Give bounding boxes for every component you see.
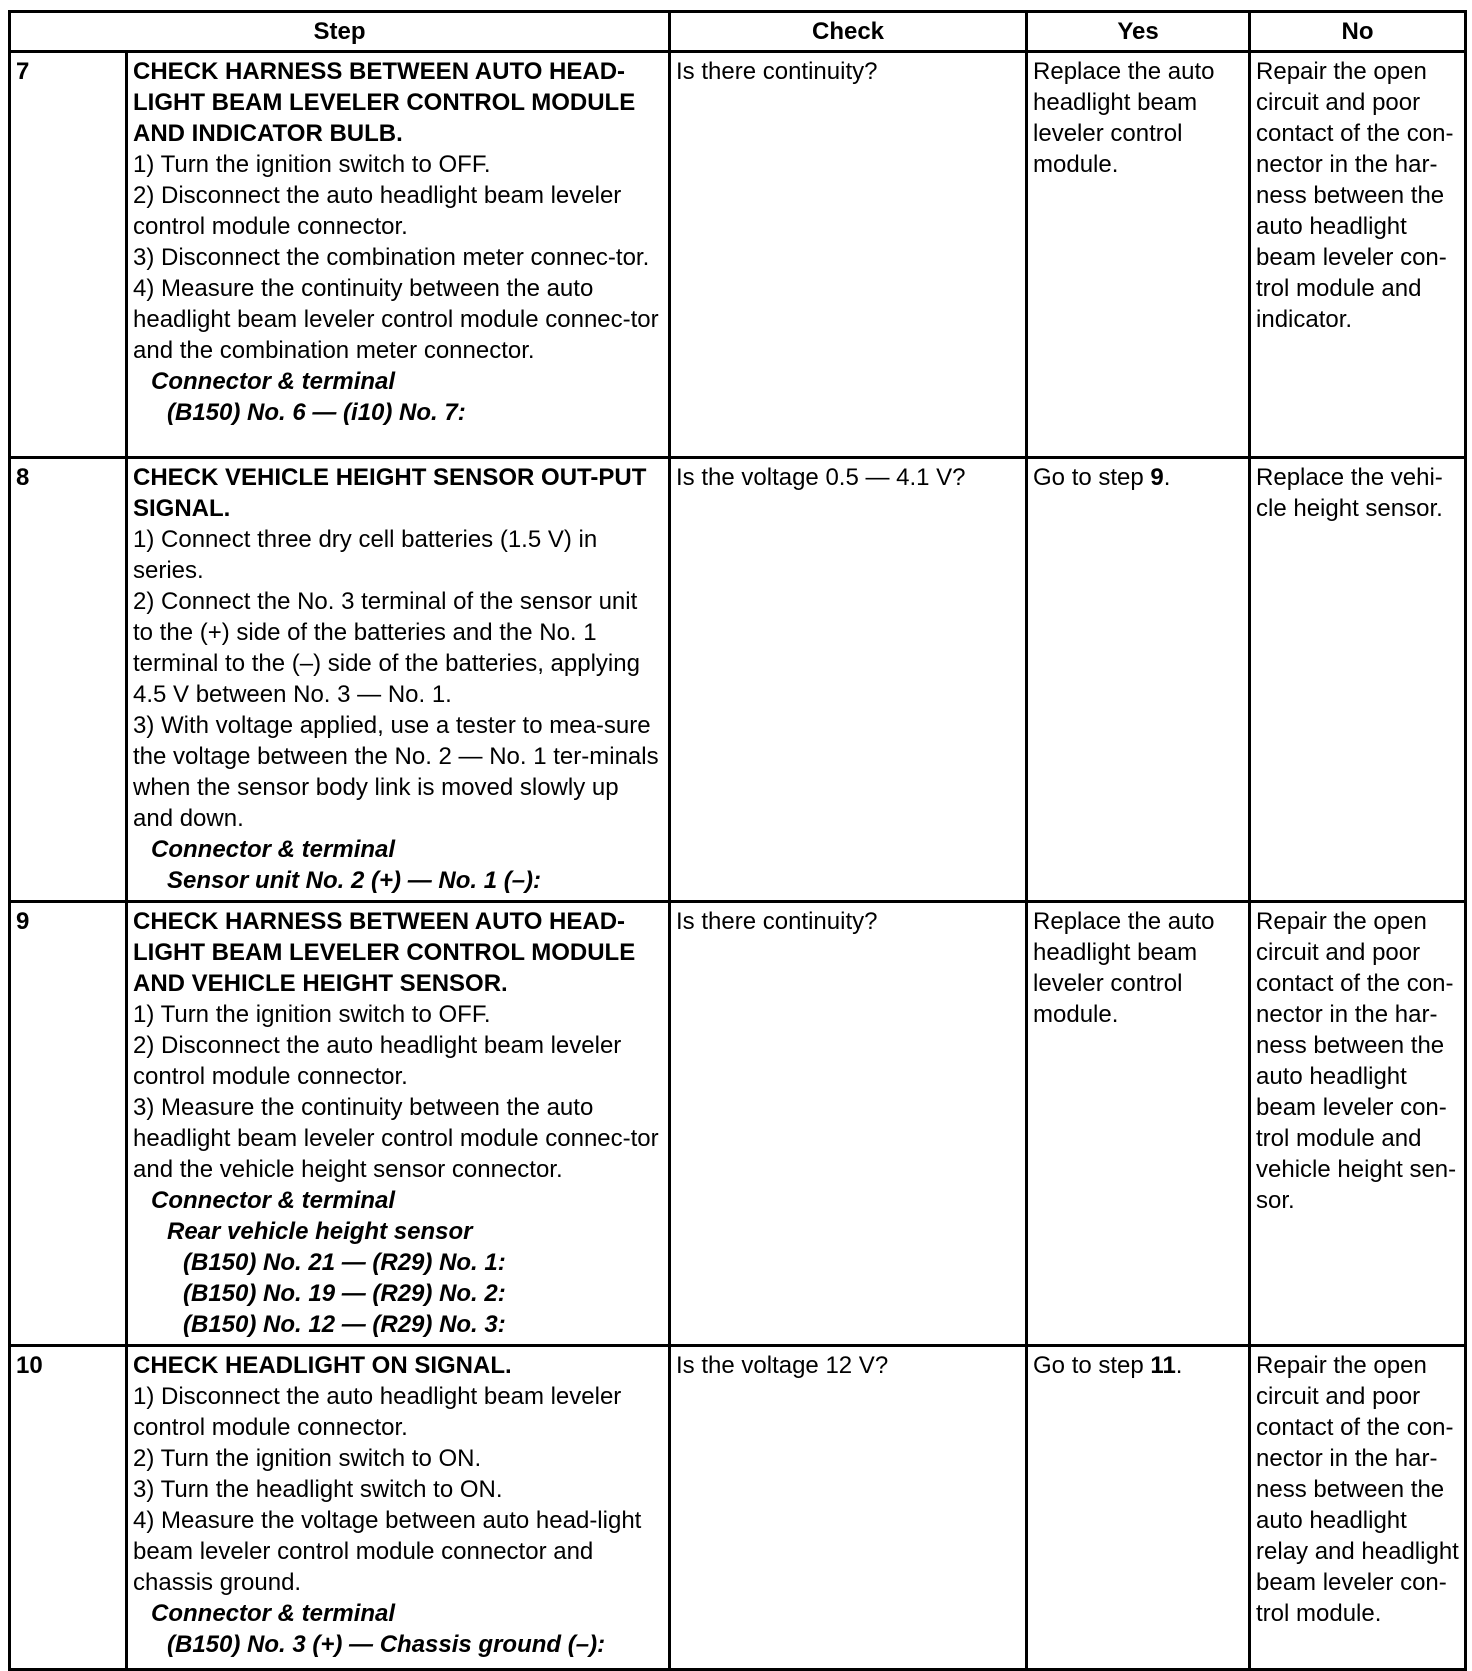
table-row <box>10 52 1466 458</box>
procedure-step: 2) Disconnect the auto headlight beam leveler control module connector. <box>133 182 622 240</box>
connector-heading: Connector & terminal <box>151 1600 396 1627</box>
step-number: 7 <box>10 52 127 458</box>
yes-prefix: Go to step <box>1033 1352 1151 1379</box>
step-description <box>127 458 670 902</box>
header-row <box>10 12 1466 52</box>
check-cell: Is there continuity? <box>670 902 1027 1346</box>
step-reference: 11 <box>1150 1352 1176 1379</box>
step-number: 8 <box>10 458 127 902</box>
procedure-step: 1) Turn the ignition switch to OFF. <box>133 1001 491 1028</box>
step-title: CHECK HEADLIGHT ON SIGNAL. <box>133 1352 512 1379</box>
step-description <box>127 52 670 458</box>
step-number: 10 <box>10 1346 127 1670</box>
step-title: CHECK VEHICLE HEIGHT SENSOR OUT-PUT SIGNAL. <box>133 464 647 522</box>
table-row <box>10 1346 1466 1670</box>
procedure-step: 2) Connect the No. 3 terminal of the sensor unit to the (+) side of the batteries and the No. 1 terminal to the (–) side of the batteries, applying 4.5 V between No. 3 — No. 1. <box>133 588 640 708</box>
check-cell: Is there continuity? <box>670 52 1027 458</box>
connector-line: Sensor unit No. 2 (+) — No. 1 (–): <box>167 867 542 894</box>
procedure-step: 4) Measure the voltage between auto head-light beam leveler control module connector and chassis ground. <box>133 1507 642 1596</box>
yes-cell: Replace the auto headlight beam leveler control module. <box>1027 52 1250 458</box>
yes-cell <box>1027 1346 1250 1670</box>
procedure-step: 3) Turn the headlight switch to ON. <box>133 1476 503 1503</box>
step-description <box>127 1346 670 1670</box>
procedure-step: 2) Disconnect the auto headlight beam leveler control module connector. <box>133 1032 622 1090</box>
yes-suffix: . <box>1163 464 1171 491</box>
yes-cell <box>1027 458 1250 902</box>
connector-line: (B150) No. 3 (+) — Chassis ground (–): <box>167 1631 606 1658</box>
no-cell: Repair the open circuit and poor contact of the con-nector in the har-ness between the auto headlight beam leveler con-trol module and indicator. <box>1250 52 1466 458</box>
check-cell: Is the voltage 0.5 — 4.1 V? <box>670 458 1027 902</box>
step-title: CHECK HARNESS BETWEEN AUTO HEAD-LIGHT BEAM LEVELER CONTROL MODULE AND INDICATOR BULB. <box>133 58 636 147</box>
step-reference: 9 <box>1150 464 1164 491</box>
step-number: 9 <box>10 902 127 1346</box>
procedure-step: 2) Turn the ignition switch to ON. <box>133 1445 482 1472</box>
check-cell: Is the voltage 12 V? <box>670 1346 1027 1670</box>
step-title: CHECK HARNESS BETWEEN AUTO HEAD-LIGHT BEAM LEVELER CONTROL MODULE AND VEHICLE HEIGHT SENSOR. <box>133 908 636 997</box>
procedure-step: 3) Measure the continuity between the auto headlight beam leveler control module connec-tor and the vehicle height sensor connector. <box>133 1094 659 1183</box>
step-description <box>127 902 670 1346</box>
table-row <box>10 458 1466 902</box>
yes-cell: Replace the auto headlight beam leveler control module. <box>1027 902 1250 1346</box>
header-no: No <box>1250 12 1466 52</box>
connector-line: (B150) No. 21 — (R29) No. 1: <box>183 1249 506 1276</box>
yes-suffix: . <box>1175 1352 1183 1379</box>
header-step: Step <box>10 12 670 52</box>
procedure-step: 1) Disconnect the auto headlight beam leveler control module connector. <box>133 1383 622 1441</box>
connector-subheading: Rear vehicle height sensor <box>167 1218 473 1245</box>
no-cell: Repair the open circuit and poor contact of the con-nector in the har-ness between the auto headlight relay and headlight beam leveler con-trol module. <box>1250 1346 1466 1670</box>
procedure-step: 1) Connect three dry cell batteries (1.5 V) in series. <box>133 526 598 584</box>
procedure-step: 4) Measure the continuity between the auto headlight beam leveler control module connec-tor and the combination meter connector. <box>133 275 659 364</box>
yes-prefix: Go to step <box>1033 464 1151 491</box>
no-cell: Replace the vehi-cle height sensor. <box>1250 458 1466 902</box>
connector-line: (B150) No. 6 — (i10) No. 7: <box>167 399 466 426</box>
procedure-step: 1) Turn the ignition switch to OFF. <box>133 151 491 178</box>
diagnostic-table <box>8 10 1467 1671</box>
procedure-step: 3) With voltage applied, use a tester to mea-sure the voltage between the No. 2 — No. 1 ter-minals when the sensor body link is moved slowly up and down. <box>133 712 659 832</box>
procedure-step: 3) Disconnect the combination meter connec-tor. <box>133 244 650 271</box>
no-cell: Repair the open circuit and poor contact of the con-nector in the har-ness between the auto headlight beam leveler con-trol module and vehicle height sen-sor. <box>1250 902 1466 1346</box>
header-check: Check <box>670 12 1027 52</box>
connector-line: (B150) No. 12 — (R29) No. 3: <box>183 1311 506 1338</box>
table-row <box>10 902 1466 1346</box>
connector-heading: Connector & terminal <box>151 836 396 863</box>
connector-heading: Connector & terminal <box>151 1187 396 1214</box>
connector-line: (B150) No. 19 — (R29) No. 2: <box>183 1280 506 1307</box>
connector-heading: Connector & terminal <box>151 368 396 395</box>
header-yes: Yes <box>1027 12 1250 52</box>
